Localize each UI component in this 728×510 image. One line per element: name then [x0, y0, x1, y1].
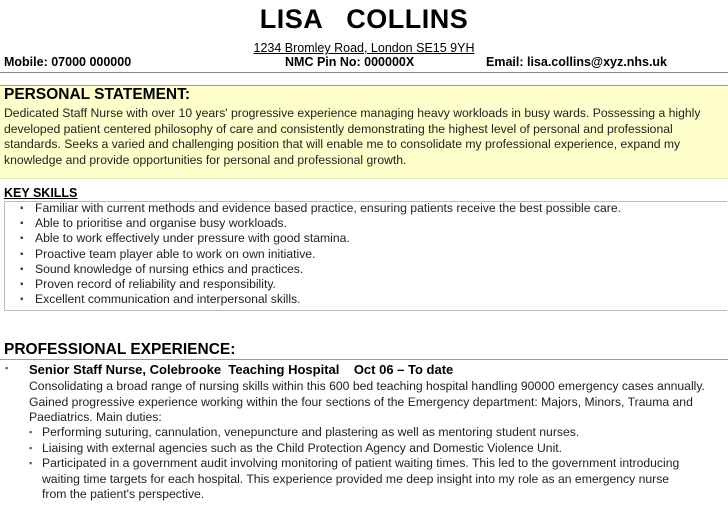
nmc-pin: NMC Pin No: 000000X	[285, 55, 415, 69]
list-item: ▪ Performing suturing, cannulation, venepuncture and plastering as well as mentoring student nurses.	[29, 425, 580, 439]
list-item: ▪ Able to work effectively under pressure with good stamina.	[20, 231, 350, 246]
experience-divider	[0, 359, 728, 360]
bullet-icon: ▪	[20, 248, 24, 260]
duties-list	[0, 425, 728, 503]
professional-experience-heading: PROFESSIONAL EXPERIENCE:	[4, 341, 236, 358]
personal-statement-text: Dedicated Staff Nurse with over 10 years' progressive experience managing heavy workloads in busy wards. Possessing a highly developed patient centered philosophy of care and consistently demonstrating the highest level of personal and professional standards. Seeks a varied and challenging position that will enable me to consolidate my professional experience, expand my knowledge and provide opportunities for personal and professional growth.	[4, 106, 701, 167]
list-item: ▪ Liaising with external agencies such as the Child Protection Agency and Domestic Violence Unit.	[29, 440, 563, 455]
bullet-icon: ▪	[29, 458, 33, 468]
key-skills-heading: KEY SKILLS	[4, 186, 78, 200]
key-skills-list	[0, 201, 728, 307]
list-item: ▪ Able to prioritise and organise busy workloads.	[20, 216, 288, 231]
bullet-icon: ▪	[5, 363, 9, 373]
bullet-icon: ▪	[29, 442, 33, 453]
mobile-number: Mobile: 07000 000000	[4, 55, 132, 69]
bullet-icon: ▪	[29, 427, 33, 437]
bullet-icon: ▪	[20, 279, 24, 291]
bullet-icon: ▪	[20, 263, 24, 275]
bullet-icon: ▪	[20, 294, 24, 306]
email-address: Email: lisa.collins@xyz.nhs.uk	[486, 55, 667, 69]
list-item: ▪ Participated in a government audit involving monitoring of patient waiting times. This led to the government introducing waiting time targets for each hospital. This experience provided me deep insight into my role as an emergency nurse from the patient's perspective.	[29, 456, 680, 501]
contact-line	[0, 55, 728, 73]
list-item: ▪ Sound knowledge of nursing ethics and practices.	[20, 261, 304, 276]
bullet-icon: ▪	[20, 203, 24, 214]
personal-statement-heading: PERSONAL STATEMENT:	[4, 86, 191, 103]
address: 1234 Bromley Road, London SE15 9YH	[253, 41, 475, 55]
list-item: ▪ Excellent communication and interpersonal skills.	[20, 292, 301, 307]
list-item: ▪ Proven record of reliability and responsibility.	[20, 277, 276, 292]
list-item: ▪ Proactive team player able to work on own initiative.	[20, 246, 316, 261]
job-title: Senior Staff Nurse, Colebrooke Teaching Hospital Oct 06 – To date	[29, 362, 454, 377]
header-divider	[0, 72, 728, 73]
list-item: ▪ Familiar with current methods and evidence based practice, ensuring patients receive the best possible care.	[20, 201, 621, 215]
bullet-icon: ▪	[20, 218, 24, 230]
candidate-name: LISA COLLINS	[259, 4, 469, 34]
bullet-icon: ▪	[20, 233, 24, 245]
job-description: Consolidating a broad range of nursing skills within this 600 bed teaching hospital handling 90000 emergency cases annually. Gained progressive experience working within the four sections of the Emergency department: Majors, Minors, Trauma and Paediatrics. Main duties:	[29, 379, 705, 424]
